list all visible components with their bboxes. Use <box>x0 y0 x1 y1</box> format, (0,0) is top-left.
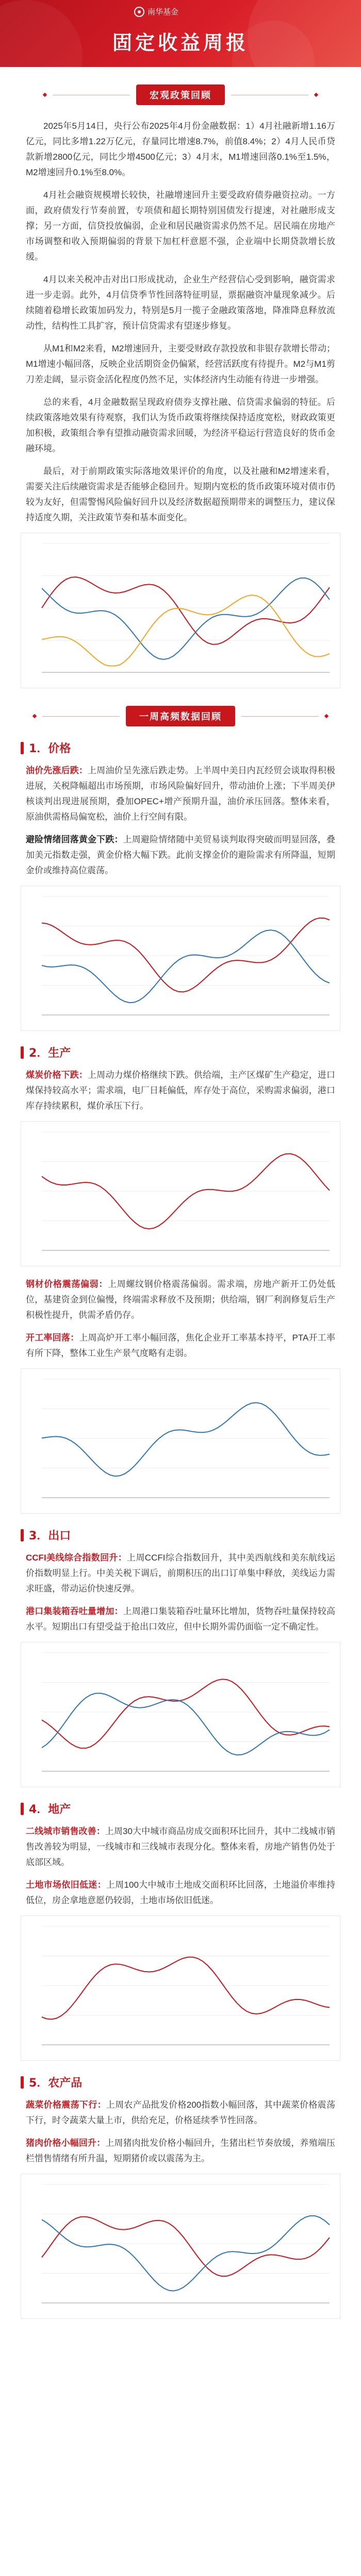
section-banner-macro <box>0 84 361 105</box>
item-lead: 钢材价格震荡偏弱： <box>26 1279 108 1289</box>
item-lead: 港口集装箱吞吐量增加： <box>26 1606 123 1616</box>
line-chart-image <box>21 2174 340 2318</box>
paragraph: 4月社会融资规模增长较快，社融增速回升主要受政府债券融资拉动。一方面，政府债发行节奏前置，专项债和超长期特别国债发行提速，对社融形成支撑；另一方面，信贷投放偏弱，企业和居民融资需求仍然不足。居民端在房地产市场调整和收入预期偏弱的背景下加杠杆意愿不强，企业端中长期贷款增长放缓。 <box>26 190 335 262</box>
subsection-title: 2．生产 <box>29 1047 71 1060</box>
series-line <box>42 1679 330 1748</box>
diamond-icon <box>43 93 47 97</box>
subsection-title: 4．地产 <box>29 1803 71 1816</box>
item-lead: CCFI美线综合指数回升： <box>26 1553 127 1563</box>
logo-text: 南华基金 <box>147 7 179 16</box>
logo-icon <box>134 7 144 17</box>
series-line <box>42 918 330 992</box>
line-chart-image <box>21 886 340 1030</box>
item-lead: 蔬菜价格震荡下行： <box>26 2100 106 2110</box>
line-chart-image <box>21 533 340 688</box>
item-lead: 避险情绪回落黄金下跌： <box>26 835 123 844</box>
subsection-title: 5．农产品 <box>29 2077 83 2090</box>
analysis-item <box>26 1330 335 1361</box>
freight-chart <box>21 1642 340 1787</box>
diamond-icon <box>314 93 318 97</box>
line-chart-image <box>21 1916 340 2060</box>
diamond-icon <box>324 714 329 718</box>
property-chart <box>21 1916 340 2061</box>
company-logo <box>134 6 178 17</box>
item-text: 上周30大中城市商品房成交面积环比回升，其中二线城市销售改善较为明显，一线城市和三线城市表现分化。整体来看，房地产销售仍处于底部区域。 <box>26 1826 335 1867</box>
item-text: 上周避险情绪随中美贸易谈判取得突破而明显回落，叠加美元指数走强，黄金价格大幅下跌。此前支撑金价的避险需求有所降温，短期金价或维持高位震荡。 <box>26 835 336 875</box>
analysis-item <box>26 2097 335 2128</box>
analysis-item <box>26 1824 335 1870</box>
analysis-item <box>26 1604 335 1635</box>
item-text: 上周动力煤价格继续下跌。供给端，主产区煤矿生产稳定，进口煤保持较高水平；需求端，电厂日耗偏低，库存处于高位，采购需求偏弱，港口库存持续累积，煤价承压下行。 <box>26 1070 336 1111</box>
analysis-item <box>26 1067 335 1114</box>
item-text: 上周农产品批发价格200指数小幅回落，其中蔬菜价格震荡下行，时令蔬菜大量上市，供给充足，价格延续季节性回落。 <box>26 2100 335 2125</box>
subsection-title: 3．出口 <box>29 1530 71 1543</box>
analysis-item <box>26 1277 335 1323</box>
analysis-item <box>26 832 335 878</box>
item-lead: 开工率回落： <box>26 1333 79 1343</box>
item-text: 上周港口集装箱吞吐量环比增加，货物吞吐量保持较高水平。短期出口有望受益于抢出口效应，但中长期外需仍面临一定不确定性。 <box>26 1606 336 1632</box>
report-header <box>0 0 361 67</box>
section-banner-weekly <box>0 706 361 726</box>
page-title: 固定收益周报 <box>112 31 249 54</box>
item-text: 上周猪肉批发价格小幅回升，生猪出栏节奏放缓，养殖端压栏惜售情绪有所升温，短期猪价或以震荡为主。 <box>26 2138 336 2163</box>
paragraph: 总的来看，4月金融数据呈现政府债券支撑社融、信贷需求偏弱的特征。后续政策落地效果有待观察，我们认为货币政策将继续保持适度宽松，财政政策更加积极，政策组合拳有望推动融资需求回暖，为经济平稳运行营造良好的货币金融环境。 <box>26 397 335 453</box>
paragraph: 从M1和M2来看，M2增速回升，主要受财政存款投放和非银存款增长带动；M1增速小幅回落，反映企业活期资金仍偏紧，经营活跃度有待提升。M2与M1剪刀差走阔，显示资金活化程度仍然不足，实体经济内生动能有待进一步增强。 <box>26 344 335 384</box>
item-lead: 油价先涨后跌： <box>26 766 88 775</box>
series-line <box>42 595 330 666</box>
section-title: 一周高频数据回顾 <box>126 706 235 726</box>
subsection-heading-price <box>21 740 340 756</box>
price-chart <box>21 886 340 1031</box>
series-line <box>42 1403 330 1477</box>
macro-chart <box>21 533 340 688</box>
analysis-item <box>26 2136 335 2166</box>
line-chart-image <box>21 1122 340 1266</box>
series-line <box>42 1693 330 1755</box>
subsection-heading-production <box>21 1044 340 1060</box>
paragraph: 2025年5月14日，央行公布2025年4月份金融数据：1）4月社融新增1.16万亿元，同比多增1.22万亿元，存量同比增速8.7%，前值8.4%；2）4月人民币贷款新增2800亿元，同比少增4500亿元；3）4月末，M1增速回落0.1%至1.5%，M2增速回升0.1%至8.0%。 <box>26 121 335 177</box>
item-text: 上周CCFI综合指数回升，其中美西航线和美东航线运价指数明显上行。中美关税下调后，前期积压的出口订单集中释放，美线运力需求旺盛，带动运价快速反弹。 <box>26 1553 335 1594</box>
analysis-item <box>26 1550 335 1597</box>
steel-chart <box>21 1368 340 1514</box>
item-lead: 猪肉价格小幅回升： <box>26 2138 106 2148</box>
series-line <box>42 1957 330 2020</box>
agriculture-chart <box>21 2174 340 2319</box>
paragraph: 最后，对于前期政策实际落地效果评价的角度，以及社融和M2增速来看，需要关注后续融资需求是否能够企稳回升。短期内宽松的货币政策环境对债市仍较为友好，但需警惕风险偏好回升以及经济数据超预期带来的调整压力，建议保持适度久期，关注政策节奏和基本面变化。 <box>26 466 335 522</box>
heading-accent <box>21 2076 24 2089</box>
line-chart-image <box>21 1642 340 1787</box>
paragraph: 4月以来关税冲击对出口形成扰动，企业生产经营信心受到影响，融资需求进一步走弱。此外，4月信贷季节性回落特征明显，票据融资冲量现象减少。后续随着稳增长政策加码发力，特别是5月一揽子金融政策落地，降准降息释放流动性，结构性工具扩容，预计信贷需求有望逐步修复。 <box>26 275 335 331</box>
subsection-heading-agriculture <box>21 2074 340 2090</box>
item-text: 上周螺纹钢价格震荡偏弱。需求端，房地产新开工仍处低位，基建资金到位偏慢，终端需求释放不及预期；供给端，钢厂利润修复后生产积极性提升，供需矛盾仍存。 <box>26 1279 335 1320</box>
item-text: 上周油价呈先涨后跌走势。上半周中美日内瓦经贸会谈取得积极进展，关税降幅超出市场预期，市场风险偏好回升，带动油价上涨；下半周美伊核谈判出现进展预期，叠加OPEC+增产预期升温，油价承压回落。整体来看，原油供需格局偏宽松，油价上行空间有限。 <box>26 766 336 822</box>
footer-spacer <box>0 2329 361 2350</box>
diamond-icon <box>32 714 37 718</box>
item-lead: 土地市场依旧低迷： <box>26 1880 106 1890</box>
heading-accent <box>21 1803 24 1815</box>
heading-accent <box>21 1529 24 1541</box>
divider <box>42 716 120 717</box>
item-text: 上周100大中城市土地成交面积环比回落，土地溢价率维持低位，房企拿地意愿仍较弱，土地市场依旧低迷。 <box>26 1880 335 1905</box>
section-title: 宏观政策回顾 <box>136 84 225 105</box>
subsection-title: 1．价格 <box>29 742 71 755</box>
heading-accent <box>21 1046 24 1059</box>
heading-accent <box>21 742 24 754</box>
item-text: 上周高炉开工率小幅回落，焦化企业开工率基本持平，PTA开工率有所下降，整体工业生产景气度略有走弱。 <box>26 1333 335 1358</box>
subsection-heading-property <box>21 1801 340 1817</box>
line-chart-image <box>21 1369 340 1513</box>
analysis-item <box>26 1877 335 1908</box>
coal-chart <box>21 1121 340 1266</box>
analysis-item <box>26 763 335 825</box>
divider <box>241 716 319 717</box>
series-line <box>42 2216 330 2291</box>
item-lead: 煤炭价格下跌： <box>26 1070 88 1080</box>
subsection-heading-export <box>21 1527 340 1543</box>
item-lead: 二线城市销售改善： <box>26 1826 105 1836</box>
